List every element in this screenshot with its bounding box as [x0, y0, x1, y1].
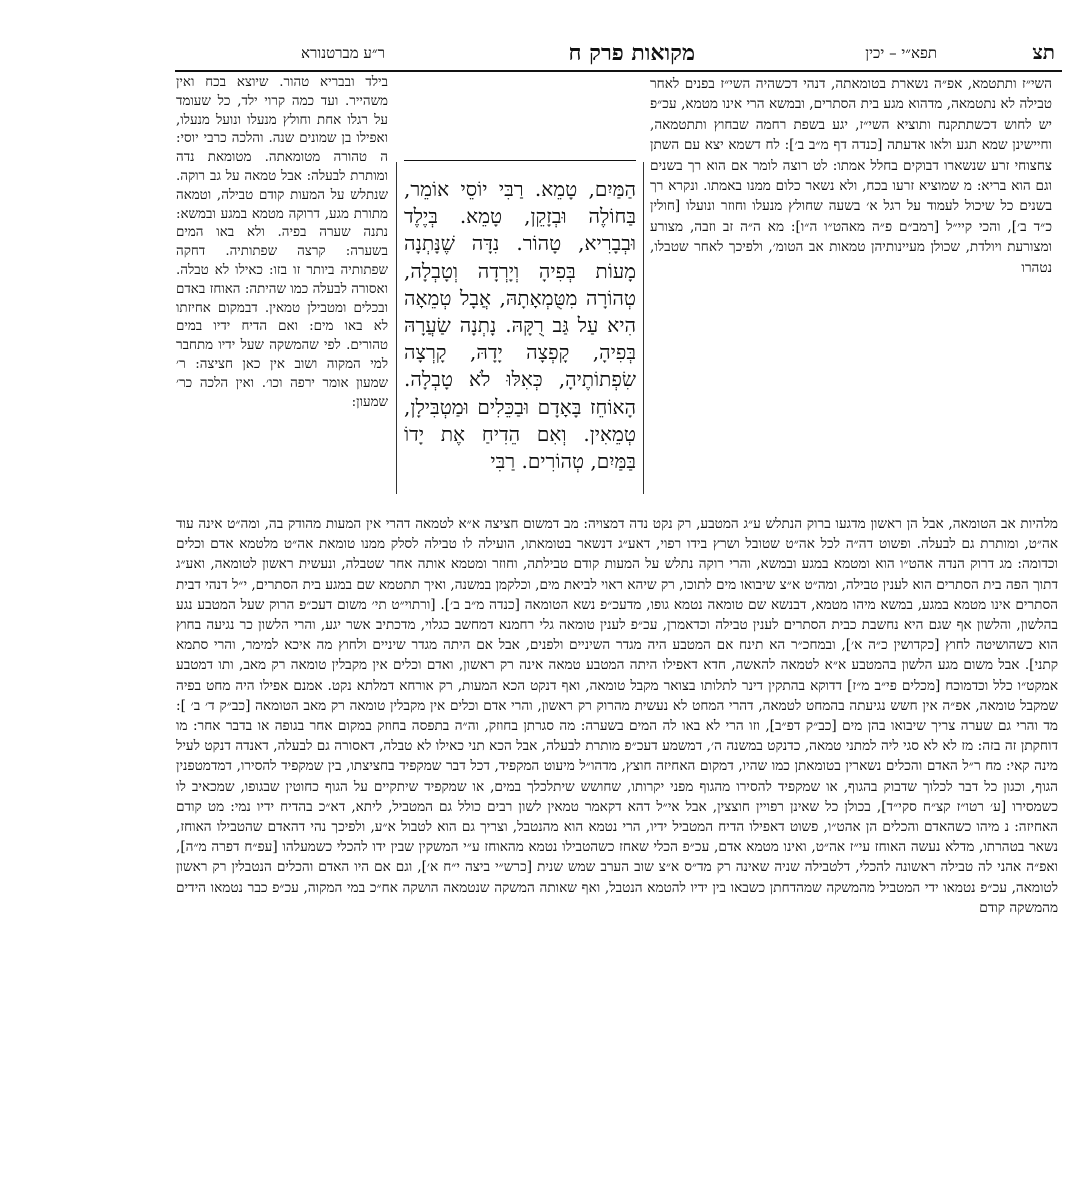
mishnah-column: [404, 176, 636, 492]
bartenura-text: בילד ובבריא טהור. שיוצא בכח ואין משהייר. ועד כמה קרוי ילד, כל שעומד על רגלו אחת וחולץ מנעלו ונועל מנעלו, ואפילו בן שמונים שנה. והלכה כרבי יוסי: ה טהורה מטומאתה. מטומאת נדה ומותרת לבעלה: אבל טמאה על גב רוקה. שנתלש על המעות קודם טבילה, וטמאה מתורת מגע, דרוקה מטמא במגע ובמשא: נתנה שערה בפיה. ולא באו המים בשערה: קרצה שפתותיה. דחקה שפתותיה ביותר זו בזו: כאילו לא טבלה. ואסורה לבעלה כמו שהיתה: האוחז באדם ובכלים ומטבילן טמאין. דבמקום אחיזתו לא באו מים: ואם הדיח ידיו במים טהורים. לפי שהמשקה שעל ידיו מתחבר למי המקוה ושוב אין כאן חציצה: ר׳ שמעון אומר ירפה וכו׳. ואין הלכה כר׳ שמעון:: [176, 75, 388, 410]
column-divider-left: [396, 162, 397, 494]
tiferet-text-bottom: מלהיות אב הטומאה, אבל הן ראשון מדגעו ברוק הנתלש ע״ג המטבע, רק נקט נדה דמצויה: מב דמשום חציצה א״א לטמאה דהרי אין המעות מהודק בה, ומה״ט אינה עוד אה״ט, ומותרת גם לבעלה. ופשוט דה״ה לכל אה״ט שטובל ושרץ בידו רפוי, דאע״ג דנשאר בטומאתו, הועילה לו טבילה לסלק ממנו טומאת אה״ט מלטמא אדם וכלים וכדומה: מג דרוק הנדה אהט״ו הוא ומטמא במגע ובמשא, והרי רוקה נתלש על המעות קודם טבילתה, וחוזר ומטמא אותה אחר שטבלה, ונעשית ראשון לטומאה, ואע״ג דתוך הפה בית הסתרים הוא לענין טבילה, ומה״ט א״צ שיבואו מים לתוכו, רק שיהא ראוי לביאת מים, וכלקמן במשנה, ואיך תתטמא שם במגע בית הסתרים, י״ל דנהי דבית הסתרים אינו מטמא במגע, במשא מיהו מטמא, דבנשא שם טומאה נטמא גופו, מדעכ״פ נשא הטומאה [כנדה מ״ב ב׳]. [ורתוי״ט תי׳ משום דעכ״פ הרוק שעל המטבע נגע בהלשון, והלשון אף שגם היא נחשבת כבית הסתרים לענין טבילה וכדאמרן, עכ״פ לענין טומאה גלי רחמנא דמחשב כגלוי, מדכתיב אשר יגע, והרי הלשון כר נגיעה בחוץ הוא כשהושיטה לחוץ [כקדושין כ״ה א׳], ובמחכ״ר הא תינח אם המטבע היה מגדר השיניים ולפנים, אבל אם היתה מגדר שיניים ולחוץ מה איכא למימר, והרי סתמא קתני]. אבל משום מגע הלשון בהמטבע א״א לטמאה להאשה, חדא דאפילו היתה המטבע טמאה אינה רק ראשון, ואדם וכלים אין מקבלין טומאה רק מאב, ותו דמטבע אמקט״ו כלל וכדמוכח [מכלים פי״ב מ״ז] דדוקא בהתקין דינר לתלותו בצואר מקבל טומאה, ואף דנקט הכא המעות, רק אורחא דמלתא נקט. אמנם אפילו היה מחט בפיה שמקבל טומאה, אפ״ה אין חשש נגיעתה בהמחט לטמאה, דהרי המחט לא נעשית מהרוק רק ראשון, והרי אדם וכלים אין מקבלין טומאה רק מאב הטומאה [כב״ק ד׳ ב׳ ]: מד והרי גם שערה צריך שיבואו בהן מים [כב״ק דפ״ב], וזו הרי לא באו לה המים בשערה: מה סגרתן בחוזק, וה״ה בתפסה בחוזק במקום אחר בגופה או בדבר אחר: מו דוחקתן זה בזה: מז לא לא סגי ליה למתני טמאה, כדנקט במשנה ה׳, דמשמע דעכ״פ מותרת לבעלה, אבל הכא תני כאילו לא טבלה, דאסורה גם לבעלה, דאנדה דנקט לעיל מינה קאי: מח ר״ל האדם והכלים נשארין בטומאתן כמו שהיו, דמקום האחיזה חוצץ, מדהו״ל מיעוט המקפיד, דכל דבר שמקפיד בחציצתו, בין שמקפיד להסירו, דמדמטפנין הגוף, וכגון כל דבר לכלוך שדבוק בהגוף, או שמקפיד להסירו מהגוף מפני יקרותו, שחושש שיתלכלך במים, או שמקפיד שיתקיים על הגוף כחוטין שבגופו, שמכאיב לו כשמסירו [ע׳ רטו״ז קצ״ח סקי״ד], בכולן כל שאינן רפויין חוצצין, אבל אי״ל דהא דקאמר טמאין לשון רבים כולל גם המטביל, ליתא, דא״כ בהדיח ידיו נמי: מט קודם האחיזה: נ מיהו כשהאדם והכלים הן אהט״ו, פשוט דאפילו הדיח המטביל ידיו, הרי נטמא הוא מהנטבל, וצריך גם הוא לטבול א״ע, ולפיכך נהי דהאדם שהטבילו האוחז, נשאר בטהרתו, מדלא נעשה האוחז עי״ז אה״ט, ואינו מטמא אדם, עכ״פ הכלי שאחז כשהטבילו נטמא מהאוחז ע״י המשקין שבין ידו להכלי כשמעלהו [עפ״ח דפרה מ״ה], ואפ״ה אהני לה טבילה ראשונה להכלי, דלטבילה שניה שאינה רק מד״ס א״צ שוב הערב שמש שנית [כרש״י ביצה י״ח א׳], וגם אם היו האדם והכלים הנטבלין רק ראשון לטומאה, עכ״פ נטמאו ידי המטביל מהמשקה שמהדחתן כשבאו בין ידיו להטמא הנטבל, ואף שאותה המשקה שנטמאה הושקה אח״כ במי המקוה, עכ״פ כבר נטמאו הידים מהמשקה קודם: [176, 516, 1058, 916]
header-rule: [175, 70, 1062, 72]
tiferet-text-right: השי״ז ותתטמא, אפ״ה נשארת בטומאתה, דנהי דכשהיה השי״ז בפנים לאחר טבילה לא נתטמאה, מדהוא מגע בית הסתרים, ובמשא הרי אינו מטמא, עכ״פ יש לחוש דכשתתקנח ותוציא השי״ז, יגע בשפת רחמה שבחוץ ותתטמאה, וחיישינן שמא תגע ולאו אדעתה [כנדה דף מ״ב ב׳]: לח דשמא יצא עם השתן צחצוחי זרע שנשארו דבוקים בחלל אמתו: לט רוצה לומר אם הוא רך בשנים וגם הוא בריא: מ שמוציא זרעו בכח, ולא נשאר כלום ממנו באמתו. ונקרא רך בשנים כל שיכול לעמוד על רגל א׳ בשעה שחולץ מנעלו וחוזר ונועלו [חולין כ״ד ב׳], והכי קיי״ל [רמב״ם פ״ה מאהט״ו ה״ו]: מא ה״ה זב וזבה, מצורע ומצורעת ויולדת, שכולן מעיינותיהן טמאות אב הטומ׳, ולפיכך לאחר שטבלו, נטהרו: [650, 76, 1052, 276]
section-code: תפא״י – יכין: [865, 44, 937, 62]
page-number: תצ: [1032, 40, 1055, 64]
tiferet-yisrael-bottom: [176, 514, 1058, 1154]
column-divider-right: [643, 162, 644, 494]
chapter-title: מקואות פרק ח: [568, 40, 695, 66]
tiferet-yisrael-column: [650, 74, 1052, 514]
running-header: [150, 40, 1055, 66]
main-text-top-rule: [404, 160, 636, 161]
bartenura-column: [176, 74, 388, 494]
mishnah-text: הַמַּיִם, טָמֵא. רַבִּי יוֹסֵי אוֹמֵר, בַּחוֹלֶה וּבְזָקֵן, טָמֵא. בְּיֶלֶד וּבְבָרִיא, טָהוֹר. נִדָּה שֶׁנָּתְנָה מָעוֹת בְּפִיהָ וְיָרְדָה וְטָבְלָה, טְהוֹרָה מִטֻּמְאָתָהּ, אֲבָל טְמֵאָה הִיא עַל גַּב רֻקָּהּ. נָתְנָה שַׂעֲרָהּ בְּפִיהָ, קָפְצָה יָדָהּ, קָרְצָה שִׂפְתוֹתֶיהָ, כְּאִלּוּ לֹא טָבְלָה. הָאוֹחֵז בָּאָדָם וּבַכֵּלִים וּמַטְבִּילָן, טְמֵאִין. וְאִם הֵדִיחַ אֶת יָדוֹ בַּמַּיִם, טְהוֹרִים. רַבִּי: [404, 177, 636, 474]
commentator-name: ר״ע מברטנורא: [301, 44, 385, 62]
